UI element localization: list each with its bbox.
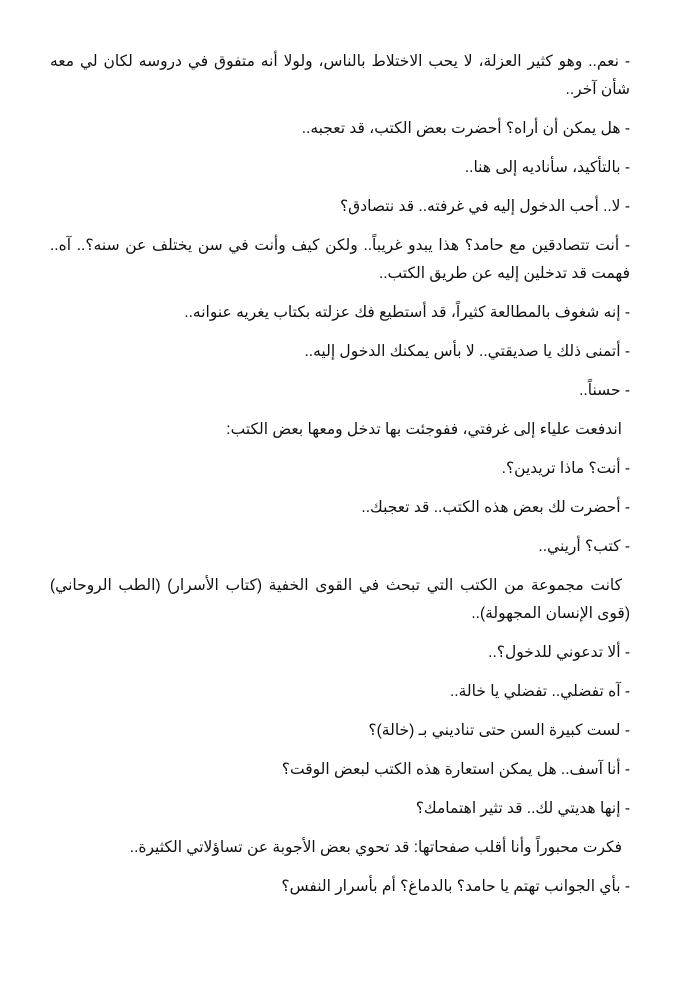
paragraph-7: - أتمنى ذلك يا صديقتي.. لا بأس يمكنك الدخول إليه..: [304, 343, 630, 360]
document-page: [50, 48, 630, 912]
paragraph-12: - كتب؟ أريني..: [538, 538, 630, 555]
paragraph-4: - لا.. أحب الدخول إليه في غرفته.. قد نتصادق؟: [339, 198, 630, 215]
paragraph-10: - أنت؟ ماذا تريدين؟.: [501, 460, 630, 477]
paragraph-17: - أنا آسف.. هل يمكن استعارة هذه الكتب لبعض الوقت؟: [281, 761, 630, 778]
paragraph-9: اندفعت علياء إلى غرفتي، ففوجئت بها تدخل ومعها بعض الكتب:: [226, 421, 622, 438]
paragraph-19: فكرت محبوراً وأنا أقلب صفحاتها: قد تحوي بعض الأجوبة عن تساؤلاتي الكثيرة..: [129, 839, 622, 856]
paragraph-18: - إنها هديتي لك.. قد تثير اهتمامك؟: [415, 800, 630, 817]
paragraph-13: كانت مجموعة من الكتب التي تبحث في القوى الخفية (كتاب الأسرار) (الطب الروحاني) (قوى الإنسان المجهولة)..: [50, 577, 630, 622]
paragraph-6: - إنه شغوف بالمطالعة كثيراً، قد أستطيع فك عزلته بكتاب يغريه عنوانه..: [184, 304, 630, 321]
paragraph-2: - هل يمكن أن أراه؟ أحضرت بعض الكتب، قد تعجبه..: [301, 120, 630, 137]
paragraph-14: - ألا تدعوني للدخول؟..: [488, 644, 630, 661]
paragraph-11: - أحضرت لك بعض هذه الكتب.. قد تعجبك..: [361, 499, 630, 516]
paragraph-15: - آه تفضلي.. تفضلي يا خالة..: [449, 683, 630, 700]
paragraph-8: - حسناً..: [579, 382, 630, 399]
paragraph-5: - أنت تتصادقين مع حامد؟ هذا يبدو غريباً.. ولكن كيف وأنت في سن يختلف عن سنه؟.. آه.. فهمت قد تدخلين إليه عن طريق الكتب..: [50, 237, 630, 282]
paragraph-3: - بالتأكيد، سأناديه إلى هنا..: [464, 159, 630, 176]
paragraph-20: - بأي الجوانب تهتم يا حامد؟ بالدماغ؟ أم بأسرار النفس؟: [281, 878, 630, 895]
paragraph-16: - لست كبيرة السن حتى تناديني بـ (خالة)؟: [368, 722, 630, 739]
paragraph-1: - نعم.. وهو كثير العزلة، لا يحب الاختلاط بالناس، ولولا أنه متفوق في دروسه لكان لي معه شأن آخر..: [50, 53, 630, 98]
